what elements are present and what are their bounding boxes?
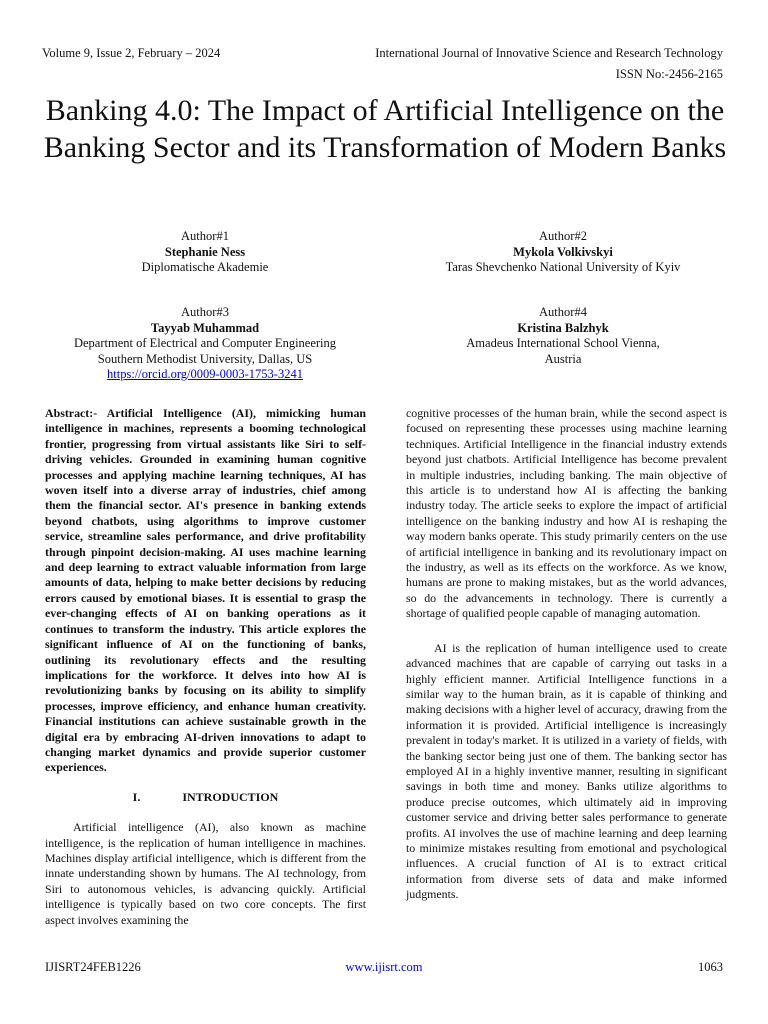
paper-title: Banking 4.0: The Impact of Artificial Intelligence on the Banking Sector and its Transformation of Modern Banks: [43, 94, 727, 164]
author-label: Author#3: [181, 305, 229, 319]
issn-number: ISSN No:-2456-2165: [615, 67, 723, 81]
body-paragraph: cognitive processes of the human brain, while the second aspect is focused on representing these processes using machine learning techniques. Artificial Intelligence in the financial industry extends beyond just chatbots. Artificial Intelligence has become prevalent in multiple industries, including banking. The main objective of this article is to understand how AI is affecting the banking industry today. The article seeks to explore the impact of artificial intelligence on the banking industry and how AI is reshaping the way modern banks operate. This study primarily centers on the use of artificial intelligence in banking and its revolutionary impact on the industry, as well as its effects on the workforce. As we know, humans are prone to making mistakes, but as the world advances, so do the advancements in technology. There is currently a shortage of qualified people capable of managing automation.: [406, 406, 727, 621]
body-paragraph: AI is the replication of human intelligence used to create advanced machines that are capable of carrying out tasks in a highly efficient manner. Artificial Intelligence functions in a similar way to the human brain, as it is capable of thinking and making decisions with a higher level of accuracy, drawing from the information it is provided. Artificial intelligence is increasingly prevalent in today's market. It is utilized in a variety of fields, with the banking sector being just one of them. The banking sector has employed AI in a highly inventive manner, resulting in significant savings in both time and money. Banks utilize algorithms to produce precise outcomes, which ultimately aid in improving customer service and driving better sales performance to generate profits. AI involves the use of machine learning and deep learning to minimize mistakes resulting from emotional and psychological influences. A crucial function of AI is to extract critical information from diverse sets of data and make informed judgments.: [406, 640, 727, 902]
author-affiliation: Department of Electrical and Computer Engineering: [73, 336, 337, 350]
author-name: Kristina Balzhyk: [517, 320, 609, 335]
section-number: I.: [132, 789, 141, 804]
orcid-link[interactable]: https://orcid.org/0009-0003-1753-3241: [107, 367, 303, 381]
intro-paragraph: Artificial intelligence (AI), also known as machine intelligence, is the replication of human intelligence in machines. Machines display artificial intelligence, which is different from the innate understanding shown by humans. The AI technology, from Siri to autonomous vehicles, is advancing quickly. Artificial intelligence is typically based on two core concepts. The first aspect involves examining the: [45, 820, 366, 927]
author-affiliation: Taras Shevchenko National University of Kyiv: [445, 260, 681, 274]
author-affiliation-2: Austria: [544, 351, 582, 366]
section-title: INTRODUCTION: [182, 789, 279, 804]
right-column: [406, 406, 727, 903]
author-block-2: [398, 229, 728, 276]
author-name: Stephanie Ness: [164, 244, 246, 259]
author-block-1: [40, 229, 370, 276]
author-affiliation: Diplomatische Akademie: [141, 260, 269, 274]
author-affiliation: Amadeus International School Vienna,: [466, 336, 660, 350]
running-header-volume: Volume 9, Issue 2, February – 2024: [42, 46, 221, 60]
author-affiliation-2: Southern Methodist University, Dallas, US: [97, 351, 313, 366]
section-heading: [45, 790, 366, 805]
author-block-4: [398, 305, 728, 367]
running-header-journal: International Journal of Innovative Science and Research Technology: [375, 46, 723, 60]
page-number: 1063: [698, 960, 723, 974]
author-label: Author#1: [181, 229, 229, 243]
abstract: Abstract:- Artificial Intelligence (AI), mimicking human intelligence in machines, represents a booming technological frontier, progressing from virtual assistants like Siri to self-driving vehicles. Grounded in examining human cognitive processes and applying machine learning techniques, AI has woven itself into a diverse array of industries, chief among them the financial sector. AI's presence in banking extends beyond chatbots, using algorithms to improve customer service, streamline sales performance, and drive profitability through pinpoint decision-making. AI uses machine learning and deep learning to extract valuable information from large amounts of data, helping to make better decisions by reducing errors caused by emotional biases. It is essential to grasp the ever-changing effects of AI on banking operations as it continues to transform the industry. This article explores the significant influence of AI on the functioning of banks, outlining its revolutionary effects and the resulting implications for the workforce. It delves into how AI is revolutionizing banks by focusing on its ability to simplify processes, improve efficiency, and enhance human creativity. Financial institutions can achieve sustainable growth in the digital era by embracing AI-driven innovations to adapt to changing market dynamics and provide superior customer experiences.: [45, 406, 366, 775]
author-name: Tayyab Muhammad: [150, 320, 260, 335]
author-name: Mykola Volkivskyi: [513, 244, 613, 259]
left-column: [45, 406, 366, 928]
footer-website-link[interactable]: www.ijisrt.com: [345, 960, 423, 974]
author-block-3: [40, 305, 370, 383]
footer-article-id: IJISRT24FEB1226: [45, 960, 141, 974]
author-label: Author#2: [539, 229, 587, 243]
author-label: Author#4: [539, 305, 587, 319]
